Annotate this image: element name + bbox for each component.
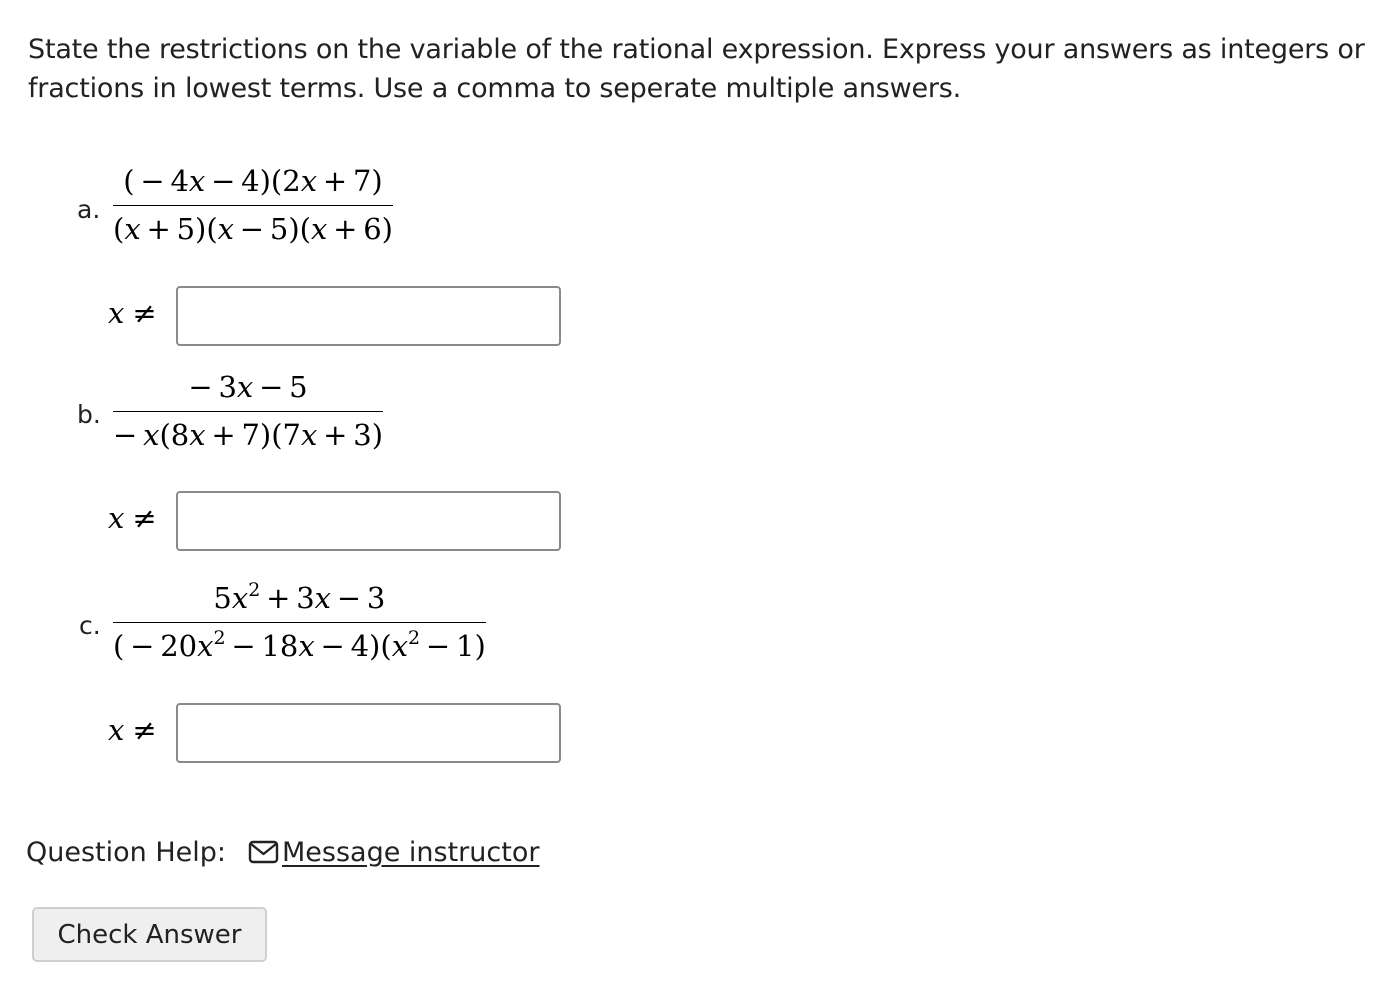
question-help — [26, 834, 539, 872]
part-b-letter: b. — [77, 400, 101, 429]
message-instructor-link[interactable]: Message instructor — [282, 837, 540, 868]
part-b-denominator: − x(8x + 7)(7x + 3) — [113, 418, 384, 452]
part-c-numerator: $5x^2 + 3x - 3$ — [213, 579, 386, 615]
not-equal-symbol: ≠ — [132, 713, 157, 747]
part-c-answer-input[interactable] — [176, 703, 561, 763]
part-c-expression — [113, 580, 486, 664]
part-a-expression — [113, 163, 393, 247]
part-a-answer-input[interactable] — [176, 286, 561, 346]
part-c-restriction-label — [108, 713, 157, 747]
part-c-letter: c. — [79, 611, 101, 640]
not-equal-symbol: ≠ — [132, 501, 157, 535]
part-a-letter: a. — [77, 195, 101, 224]
part-a-numerator: ( − 4x − 4)(2x + 7) — [123, 164, 383, 198]
part-b-restriction-label — [108, 501, 157, 535]
fraction-bar — [113, 622, 486, 623]
fraction-bar — [113, 205, 393, 206]
not-equal-symbol: ≠ — [132, 296, 157, 330]
part-c-denominator: ( − $20x^2 - 18x - 4)(x^2 - 1)$ — [113, 627, 486, 663]
part-a-denominator: (x + 5)(x − 5)(x + 6) — [113, 212, 393, 246]
variable: x — [108, 713, 125, 747]
fraction-bar — [113, 411, 383, 412]
mail-icon[interactable] — [248, 838, 280, 864]
part-b-answer-input[interactable] — [176, 491, 561, 551]
check-answer-button[interactable]: Check Answer — [32, 907, 267, 962]
part-b-expression — [113, 369, 383, 453]
variable: x — [108, 501, 125, 535]
question-help-label: Question Help: — [26, 837, 226, 868]
part-a-restriction-label — [108, 296, 157, 330]
variable: x — [108, 296, 125, 330]
part-b-numerator: − 3x − 5 — [188, 370, 308, 404]
instructions: State the restrictions on the variable of the rational expression. Express your answers as integers or fractions in lowest terms. Use a comma to seperate multiple answers. — [28, 34, 1365, 104]
